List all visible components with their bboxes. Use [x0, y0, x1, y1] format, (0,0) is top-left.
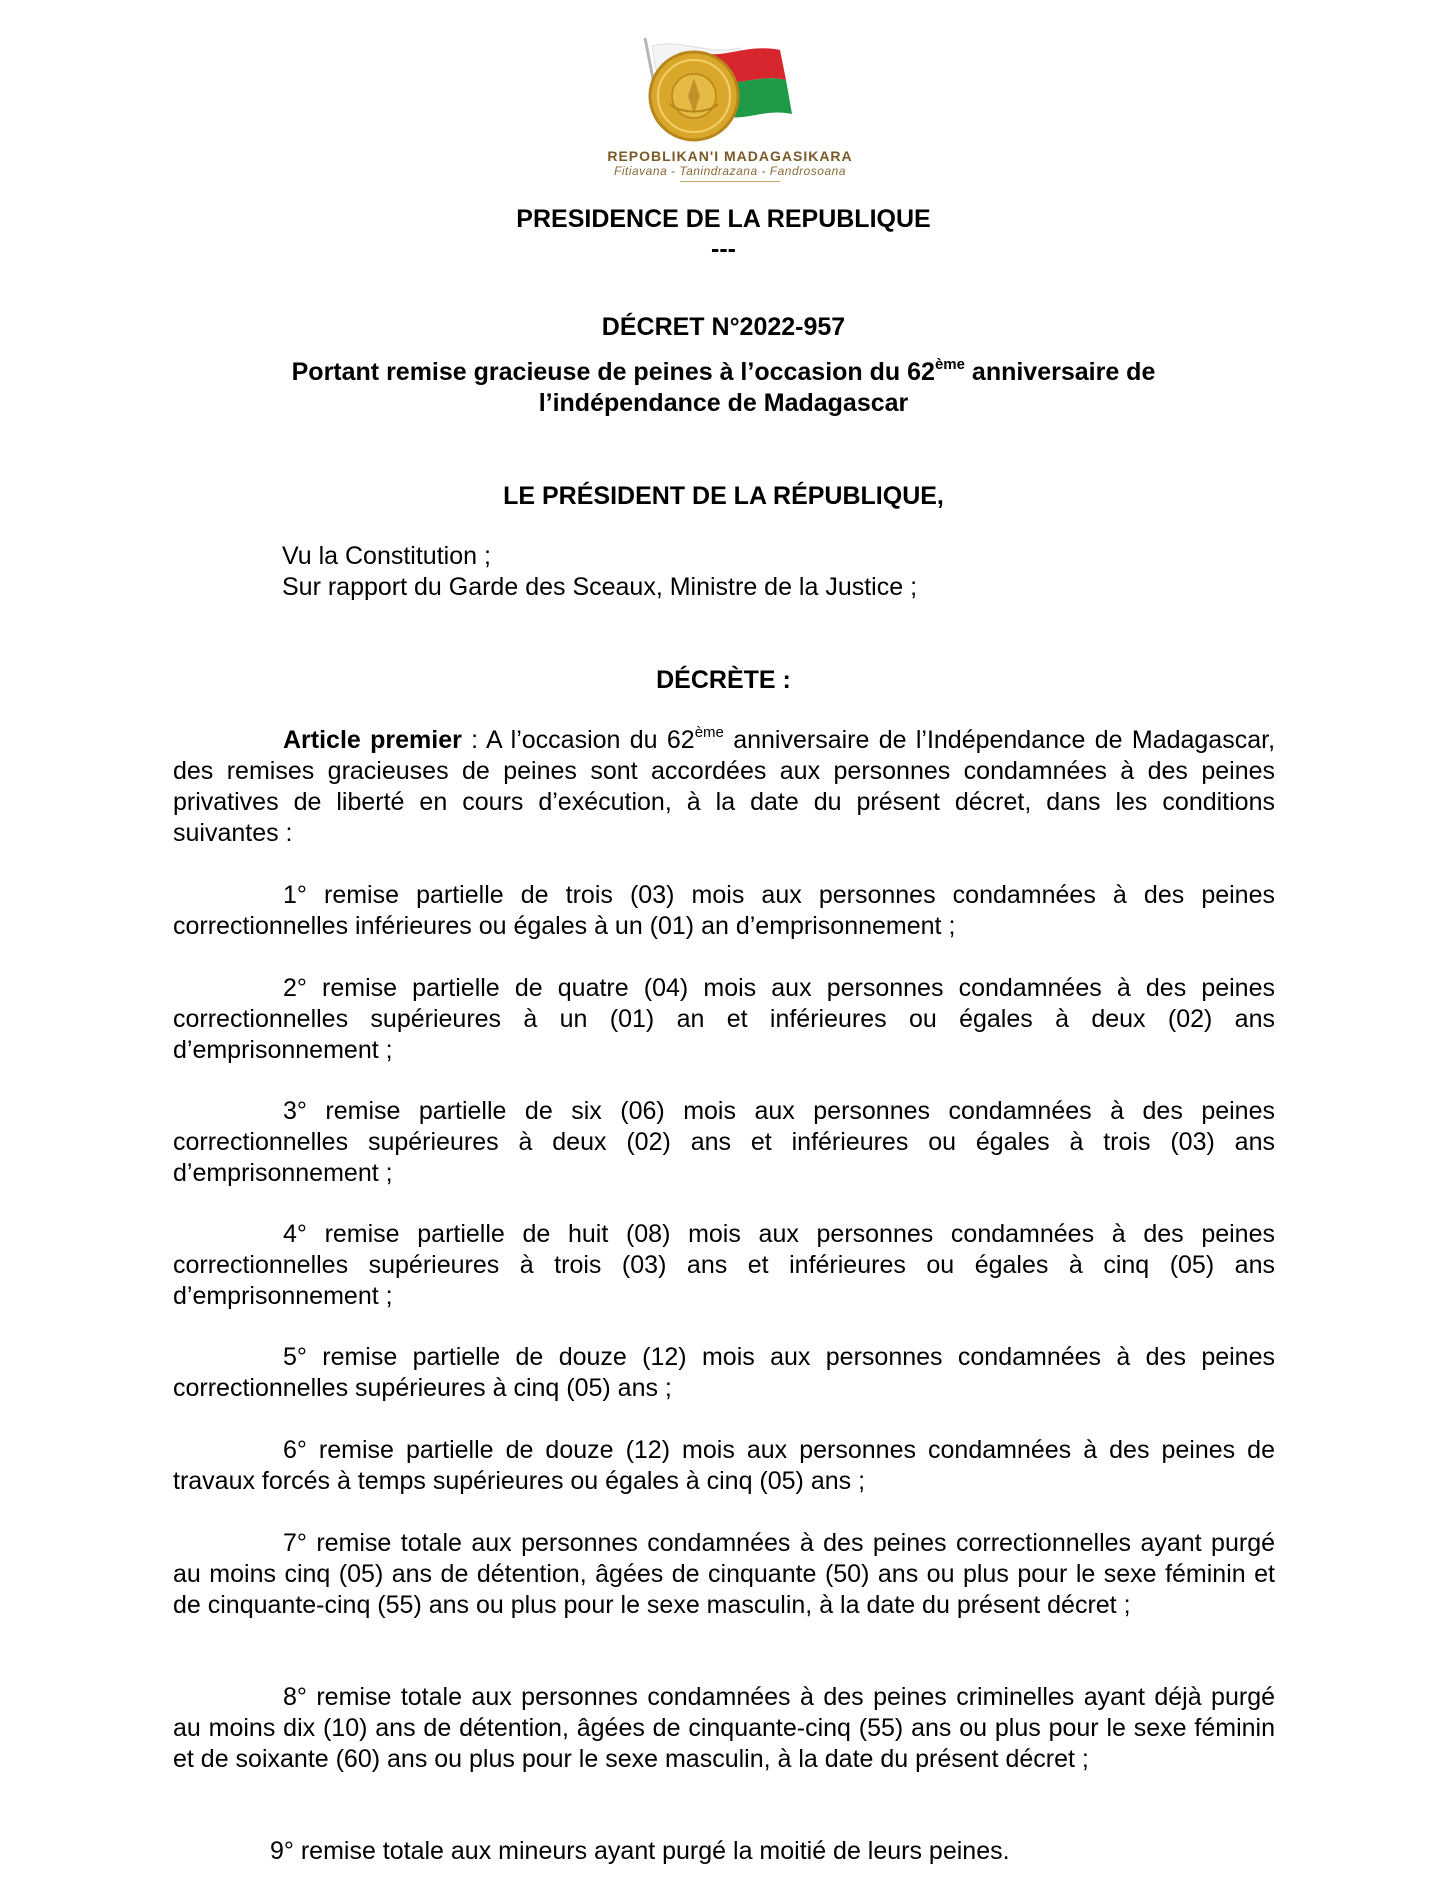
article-label: Article premier: [283, 726, 462, 754]
president-heading: LE PRÉSIDENT DE LA RÉPUBLIQUE,: [503, 482, 944, 510]
republic-logo: [570, 34, 890, 184]
presidence-heading: PRESIDENCE DE LA REPUBLIQUE: [516, 205, 931, 233]
article-text-part1: : A l’occasion du 62: [461, 726, 695, 754]
decree-subject-sup: ème: [934, 356, 965, 373]
decree-subject-line1: [0, 357, 1447, 387]
heading-separator: ---: [711, 235, 736, 263]
logo-motto: Fitiavana - Tanindrazana - Fandrosoana: [613, 164, 847, 178]
list-item-6: 6° remise partielle de douze (12) mois aux personnes condamnées à des peines de travaux forcés à temps supérieures ou égales à cinq (05) ans ;: [173, 1436, 1275, 1495]
list-item-8: 8° remise totale aux personnes condamnées à des peines criminelles ayant déjà purgé au moins dix (10) ans de détention, âgées de cinquante-cinq (55) ans ou plus pour le sexe féminin et de soixante (60) ans ou plus pour le sexe masculin, à la date du présent décret ;: [173, 1683, 1275, 1773]
list-item-9: 9° remise totale aux mineurs ayant purgé la moitié de leurs peines.: [270, 1837, 1010, 1865]
list-item-3: 3° remise partielle de six (06) mois aux personnes condamnées à des peines correctionnelles supérieures à deux (02) ans et inférieures ou égales à trois (03) ans d’emprisonnement ;: [173, 1097, 1275, 1187]
visas-block: [282, 541, 1282, 603]
decrete-heading: DÉCRÈTE :: [656, 666, 791, 694]
decree-subject-part2: anniversaire de: [964, 358, 1156, 386]
decree-number: DÉCRET N°2022-957: [601, 313, 846, 341]
flag-and-seal-icon: [610, 34, 850, 146]
visa-constitution: Vu la Constitution ;: [282, 542, 491, 570]
list-item-1: 1° remise partielle de trois (03) mois aux personnes condamnées à des peines correctionnelles inférieures ou égales à un (01) an d’emprisonnement ;: [173, 881, 1275, 940]
article-text-part2: anniversaire de l’Indépendance de Madagascar, des remises gracieuses de peines sont accordées aux personnes condamnées à des peines privatives de liberté en cours d’exécution, à la date du présent décret, dans les conditions suivantes :: [173, 726, 1276, 847]
decree-subject-line2: l’indépendance de Madagascar: [538, 389, 909, 417]
decree-subject-part1: Portant remise gracieuse de peines à l’occasion du 62: [291, 358, 935, 386]
logo-title: REPOBLIKAN'I MADAGASIKARA: [607, 148, 853, 164]
article-premier: [173, 725, 1275, 849]
visa-rapport: Sur rapport du Garde des Sceaux, Ministre de la Justice ;: [282, 573, 918, 601]
list-item-5: 5° remise partielle de douze (12) mois aux personnes condamnées à des peines correctionnelles supérieures à cinq (05) ans ;: [173, 1343, 1275, 1402]
list-item-7: 7° remise totale aux personnes condamnées à des peines correctionnelles ayant purgé au moins cinq (05) ans de détention, âgées de cinquante (50) ans ou plus pour le sexe féminin et de cinquante-cinq (55) ans ou plus pour le sexe masculin, à la date du présent décret ;: [173, 1529, 1275, 1619]
list-item-4: 4° remise partielle de huit (08) mois aux personnes condamnées à des peines correctionnelles supérieures à trois (03) ans et inférieures ou égales à cinq (05) ans d’emprisonnement ;: [173, 1220, 1275, 1310]
article-text-sup: ème: [694, 724, 724, 741]
list-item-2: 2° remise partielle de quatre (04) mois aux personnes condamnées à des peines correctionnelles supérieures à un (01) an et inférieures ou égales à deux (02) ans d’emprisonnement ;: [173, 974, 1275, 1064]
logo-divider: [680, 181, 780, 182]
